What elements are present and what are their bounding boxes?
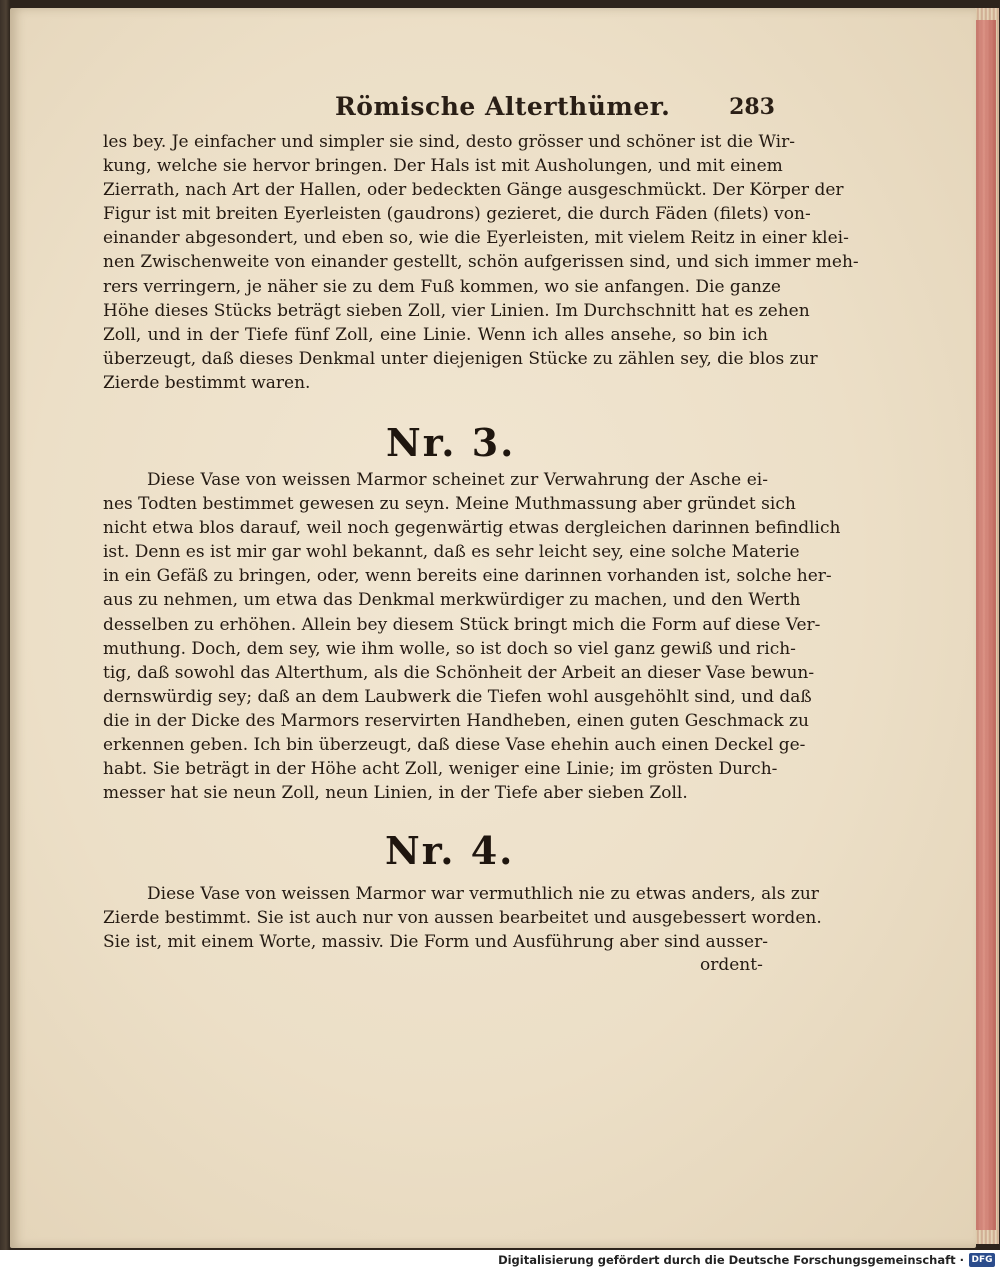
text-line: Figur ist mit breiten Eyerleisten (gaudrons) gezieret, die durch Fäden (filets) von-: [103, 204, 811, 225]
text-line: nes Todten bestimmet gewesen zu seyn. Meine Muthmassung aber gründet sich: [103, 494, 796, 515]
footer-bar: [0, 1250, 1000, 1271]
text-line: nicht etwa blos darauf, weil noch gegenwärtig etwas dergleichen darinnen befindlich: [103, 518, 841, 539]
text-line: die in der Dicke des Marmors reservirten Handheben, einen guten Geschmack zu: [103, 710, 809, 731]
page-number: 283: [729, 94, 775, 120]
section-heading-nr4: Nr. 4.: [385, 828, 515, 873]
text-line: dernswürdig sey; daß an dem Laubwerk die Tiefen wohl ausgehöhlt sind, und daß: [103, 686, 812, 707]
text-line: Zoll, und in der Tiefe fünf Zoll, eine Linie. Wenn ich alles ansehe, so bin ich: [103, 324, 768, 345]
text-line: überzeugt, daß dieses Denkmal unter diejenigen Stücke zu zählen sey, die blos zur: [103, 348, 818, 369]
text-line: desselben zu erhöhen. Allein bey diesem Stück bringt mich die Form auf diese Ver-: [103, 614, 821, 635]
text-line: ist. Denn es ist mir gar wohl bekannt, daß es sehr leicht sey, eine solche Materie: [103, 542, 800, 563]
text-line: erkennen geben. Ich bin überzeugt, daß diese Vase ehehin auch einen Deckel ge-: [103, 735, 806, 756]
text-line: Diese Vase von weissen Marmor scheinet zur Verwahrung der Asche ei-: [147, 470, 768, 490]
text-line: rers verringern, je näher sie zu dem Fuß kommen, wo sie anfangen. Die ganze: [103, 276, 781, 297]
text-line: Diese Vase von weissen Marmor war vermuthlich nie zu etwas anders, als zur: [147, 884, 819, 904]
text-line: tig, daß sowohl das Alterthum, als die Schönheit der Arbeit an dieser Vase bewun-: [103, 662, 815, 683]
text-line: les bey. Je einfacher und simpler sie sind, desto grösser und schöner ist die Wir-: [103, 132, 795, 152]
section-4-body: [103, 882, 822, 954]
text-line: Zierde bestimmt. Sie ist auch nur von aussen bearbeitet und ausgebessert worden.: [103, 908, 822, 929]
text-line: messer hat sie neun Zoll, neun Linien, in der Tiefe aber sieben Zoll.: [103, 783, 688, 804]
text-line: nen Zwischenweite von einander gestellt, schön aufgerissen sind, und sich immer meh-: [103, 252, 859, 273]
text-line: aus zu nehmen, um etwa das Denkmal merkwürdiger zu machen, und den Werth: [103, 590, 801, 611]
paragraph-continuation: [103, 130, 859, 395]
text-line: Zierrath, nach Art der Hallen, oder bedeckten Gänge ausgeschmückt. Der Körper der: [103, 180, 844, 201]
text-line: in ein Gefäß zu bringen, oder, wenn bereits eine darinnen vorhanden ist, solche her-: [103, 566, 832, 587]
section-3-body: [103, 468, 841, 805]
running-title: Römische Alterthümer.: [335, 92, 671, 121]
text-line: kung, welche sie hervor bringen. Der Hals ist mit Ausholungen, und mit einem: [103, 156, 783, 177]
text-line: einander abgesondert, und eben so, wie die Eyerleisten, mit vielem Reitz in einer klei-: [103, 228, 849, 249]
text-line: Zierde bestimmt waren.: [103, 372, 311, 393]
funding-credit: Digitalisierung gefördert durch die Deutsche Forschungsgemeinschaft ·: [498, 1253, 964, 1267]
text-line: Sie ist, mit einem Worte, massiv. Die Form und Ausführung aber sind ausser-: [103, 932, 768, 953]
text-line: muthung. Doch, dem sey, wie ihm wolle, so ist doch so viel ganz gewiß und rich-: [103, 638, 796, 659]
red-page-edge: [976, 20, 996, 1230]
text-line: Höhe dieses Stücks beträgt sieben Zoll, vier Linien. Im Durchschnitt hat es zehen: [103, 300, 810, 321]
catchword: ordent-: [700, 955, 763, 975]
section-heading-nr3: Nr. 3.: [386, 420, 516, 465]
text-line: habt. Sie beträgt in der Höhe acht Zoll, weniger eine Linie; im grösten Durch-: [103, 759, 778, 780]
running-header: [335, 92, 775, 128]
dfg-logo-icon: DFG: [969, 1253, 995, 1267]
